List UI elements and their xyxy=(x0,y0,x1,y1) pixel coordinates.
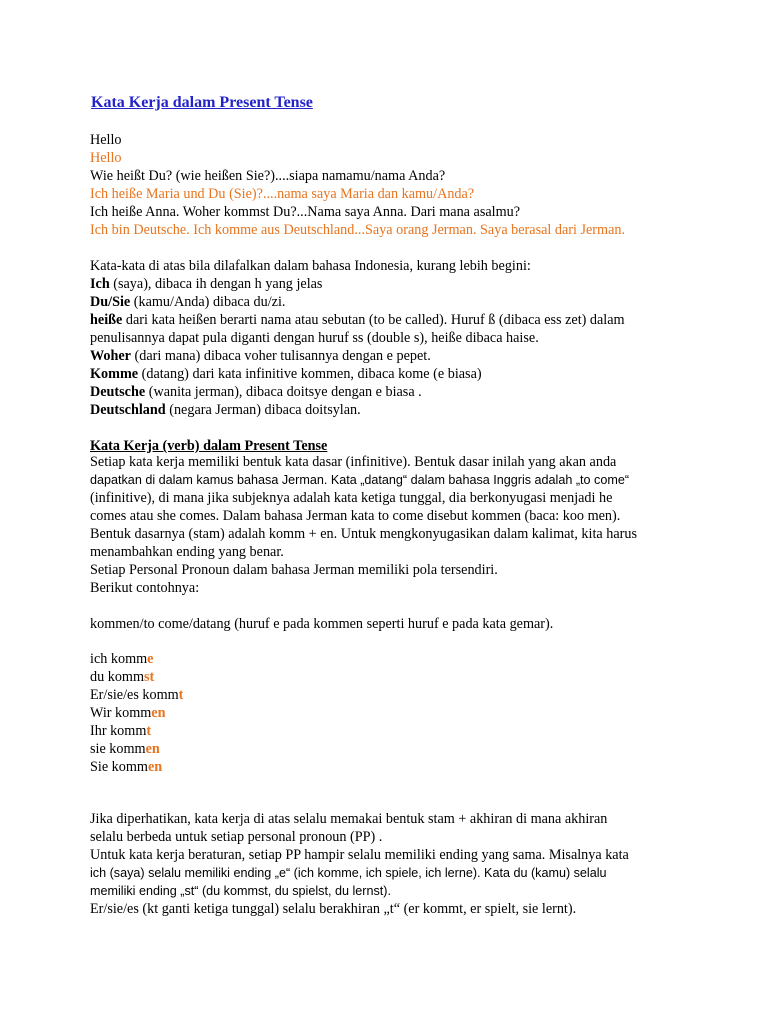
conjugation-row xyxy=(90,740,160,758)
dialog-line: Hello xyxy=(90,150,122,166)
term-explanation: (wanita jerman), dibaca doitsye dengan e biasa . xyxy=(145,384,422,400)
page-title: Kata Kerja dalam Present Tense xyxy=(91,94,313,111)
pronunciation-line xyxy=(90,311,625,329)
term: Du/Sie xyxy=(90,294,131,310)
term-explanation: (kamu/Anda) dibaca du/zi. xyxy=(130,294,286,310)
conjugation-row xyxy=(90,758,162,776)
paragraph-line: Er/sie/es (kt ganti ketiga tunggal) selalu berakhiran „t“ (er kommt, er spielt, sie lernt). xyxy=(90,901,577,917)
term-explanation: dari kata heißen berarti nama atau sebutan (to be called). Huruf ß (dibaca ess zet) dalam xyxy=(122,312,625,328)
pronunciation-line xyxy=(90,329,539,347)
term-explanation: penulisannya dapat pula diganti dengan huruf ss (double s), heiße dibaca haise. xyxy=(90,330,539,346)
term: Deutschland xyxy=(90,402,166,418)
paragraph-line: comes atau she comes. Dalam bahasa Jerman kata to come disebut kommen (baca: koo men). xyxy=(90,508,621,524)
dialog-line: Ich heiße Maria und Du (Sie)?....nama saya Maria dan kamu/Anda? xyxy=(90,186,475,202)
paragraph-line: Bentuk dasarnya (stam) adalah komm + en. Untuk mengkonyugasikan dalam kalimat, kita harus xyxy=(90,526,637,542)
dialog-line: Ich bin Deutsche. Ich komme aus Deutschland...Saya orang Jerman. Saya berasal dari Jerman. xyxy=(90,222,626,238)
verb-stem: du komm xyxy=(90,669,144,685)
term-explanation: (datang) dari kata infinitive kommen, dibaca kome (e biasa) xyxy=(138,366,482,382)
paragraph-line: Setiap kata kerja memiliki bentuk kata dasar (infinitive). Bentuk dasar inilah yang akan anda xyxy=(90,454,617,470)
term: heiße xyxy=(90,312,123,328)
conjugation-row xyxy=(90,686,183,704)
paragraph-line: ich (saya) selalu memiliki ending „e“ (ich komme, ich spiele, ich lerne). Kata du (kamu) selalu xyxy=(90,866,607,880)
term: Komme xyxy=(90,366,139,382)
verb-ending: t xyxy=(146,723,152,739)
verb-stem: Ihr komm xyxy=(90,723,147,739)
pronunciation-line xyxy=(90,401,361,419)
conjugation-row xyxy=(90,704,165,722)
pronunciation-line xyxy=(90,347,431,365)
pronunciation-line xyxy=(90,275,322,293)
term: Woher xyxy=(90,348,131,364)
paragraph-line: memiliki ending „st“ (du kommst, du spielst, du lernst). xyxy=(90,884,391,898)
conjugation-row xyxy=(90,722,151,740)
paragraph-line: dapatkan di dalam kamus bahasa Jerman. Kata „datang“ dalam bahasa Inggris adalah „to come“ xyxy=(90,473,630,487)
term-explanation: (negara Jerman) dibaca doitsylan. xyxy=(165,402,361,418)
conjugation-row xyxy=(90,668,154,686)
paragraph-line: menambahkan ending yang benar. xyxy=(90,544,284,560)
dialog-line: Hello xyxy=(90,132,122,148)
paragraph-line: Setiap Personal Pronoun dalam bahasa Jerman memiliki pola tersendiri. xyxy=(90,562,498,578)
paragraph-line: (infinitive), di mana jika subjeknya adalah kata ketiga tunggal, dia berkonyugasi menjadi he xyxy=(90,490,613,506)
verb-ending: en xyxy=(147,759,163,775)
term: Deutsche xyxy=(90,384,146,400)
pronunciation-intro: Kata-kata di atas bila dilafalkan dalam bahasa Indonesia, kurang lebih begini: xyxy=(90,258,531,274)
verb-ending: e xyxy=(147,651,154,667)
pronunciation-line xyxy=(90,365,482,383)
verb-stem: Wir komm xyxy=(90,705,152,721)
verb-ending: en xyxy=(151,705,166,721)
paragraph-line: Berikut contohnya: xyxy=(90,580,200,596)
verb-ending: en xyxy=(145,741,160,757)
verb-stem: Er/sie/es komm xyxy=(90,687,179,703)
term-explanation: (dari mana) dibaca voher tulisannya dengan e pepet. xyxy=(130,348,431,364)
paragraph-line: Untuk kata kerja beraturan, setiap PP hampir selalu memiliki ending yang sama. Misalnya kata xyxy=(90,847,629,863)
verb-stem: Sie komm xyxy=(90,759,148,775)
paragraph-line: selalu berbeda untuk setiap personal pronoun (PP) . xyxy=(90,829,383,845)
pronunciation-line xyxy=(90,293,285,311)
verb-stem: sie komm xyxy=(90,741,146,757)
conjugation-row xyxy=(90,650,153,668)
term-explanation: (saya), dibaca ih dengan h yang jelas xyxy=(109,276,323,292)
example-line: kommen/to come/datang (huruf e pada kommen seperti huruf e pada kata gemar). xyxy=(90,616,554,632)
section-heading: Kata Kerja (verb) dalam Present Tense xyxy=(90,438,328,454)
verb-ending: st xyxy=(144,669,155,685)
dialog-line: Wie heißt Du? (wie heißen Sie?)....siapa namamu/nama Anda? xyxy=(90,168,446,184)
paragraph-line: Jika diperhatikan, kata kerja di atas selalu memakai bentuk stam + akhiran di mana akhiran xyxy=(90,811,608,827)
verb-stem: ich komm xyxy=(90,651,148,667)
verb-ending: t xyxy=(178,687,184,703)
pronunciation-line xyxy=(90,383,422,401)
dialog-line: Ich heiße Anna. Woher kommst Du?...Nama saya Anna. Dari mana asalmu? xyxy=(90,204,521,220)
term: Ich xyxy=(90,276,110,292)
